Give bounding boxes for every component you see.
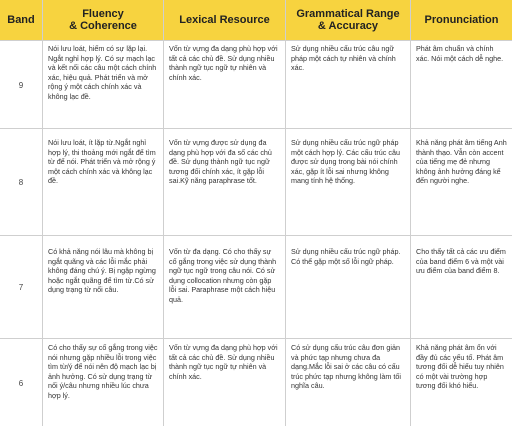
header-pronunciation-label: Pronunciation — [424, 14, 499, 26]
grammar-cell: Sử dụng nhiều cấu trúc câu ngữ pháp một cách tự nhiên và chính xác. — [291, 44, 396, 73]
pronunciation-cell: Khả năng phát âm tiếng Anh thành thạo. Vẫn còn accent của tiếng mẹ đẻ nhưng không ảnh hưởng đáng kể đến người nghe. — [416, 138, 507, 186]
header-band-label: Band — [7, 14, 35, 26]
table-row-band-7 — [0, 235, 512, 338]
header-lexical-label: Lexical Resource — [179, 14, 270, 26]
table-row-band-9 — [0, 40, 512, 128]
pronunciation-cell: Cho thấy tất cả các ưu điểm của band điểm 6 và một vài ưu điểm của band điểm 8. — [416, 247, 506, 276]
lexical-cell: Vốn từ vựng được sử dụng đa dạng phù hợp với đa số các chủ đề. Sử dụng thành ngữ tục ngữ tương đối chính xác, ít gặp lỗi sai.Kỹ năng paraphrase tốt. — [169, 138, 272, 186]
grammar-cell: Có sử dụng cấu trúc câu đơn giản và phức tạp nhưng chưa đa dạng.Mắc lỗi sai ở các câu có cấu trúc phức tạp nhưng không làm tối nghĩa câu. — [291, 343, 401, 391]
pronunciation-cell: Khả năng phát âm ổn với đầy đủ các yếu tố. Phát âm tương đối dễ hiểu tuy nhiên có một vài trường hợp tương đối khó hiểu. — [416, 343, 504, 391]
fluency-cell: Nói lưu loát, hiếm có sự lặp lại. Ngắt nghỉ hợp lý. Có sự mạch lạc và kết nối các câu một cách chính xác, hiệu quả. Phát triển và mở rộng ý một cách chính xác và không lạc đề. — [48, 44, 157, 101]
header-lexical — [164, 0, 285, 40]
header-pronunciation — [411, 0, 512, 40]
fluency-cell: Nói lưu loát, ít lặp từ.Ngắt nghỉ hợp lý, thi thoảng mới ngắt để tìm từ để nói. Phát triển và mở rộng ý một cách chính xác và không lạc đề. — [48, 138, 156, 186]
fluency-cell: Có khả năng nói lâu mà không bị ngắt quãng và các lỗi mắc phải không đáng chú ý. Bị ngập ngừng hoặc ngắt quãng để tìm từ.Có sử dụng trạng từ nối câu. — [48, 247, 156, 295]
fluency-cell: Có cho thấy sự cố gắng trong việc nói nhưng gặp nhiều lỗi trong việc tìm từ/ý để nói nên độ mạch lạc bị ảnh hưởng. Có sử dụng trạng từ nối ý/câu nhưng nhiều lúc chưa hợp lý. — [48, 343, 158, 400]
lexical-cell: Vốn từ vựng đa dạng phù hợp với tất cả các chủ đề. Sử dụng nhiều thành ngữ tục ngữ tự nhiên và chính xác. — [169, 343, 278, 381]
table-row-band-8 — [0, 128, 512, 235]
header-fluency-line1: Fluency — [82, 8, 124, 20]
band-number: 8 — [18, 178, 24, 187]
header-fluency-line2: & Coherence — [69, 20, 137, 32]
lexical-cell: Vốn từ đa dạng. Có cho thấy sự cố gắng trong việc sử dụng thành ngữ tục ngữ trong câu nói. Có sử dụng collocation nhưng còn gặp lỗi sai. Paraphrase một cách hiệu quả. — [169, 247, 277, 304]
header-band — [0, 0, 42, 40]
band-number: 6 — [18, 378, 24, 388]
header-grammar — [286, 0, 410, 40]
lexical-cell: Vốn từ vựng đa dạng phù hợp với tất cả các chủ đề. Sử dụng nhiều thành ngữ tục ngữ tự nhiên và chính xác. — [169, 44, 278, 82]
header-grammar-line1: Grammatical Range — [296, 8, 400, 20]
band-number: 9 — [18, 80, 24, 90]
header-fluency — [43, 0, 163, 40]
pronunciation-cell: Phát âm chuẩn và chính xác. Nói một cách dễ nghe. — [416, 44, 504, 63]
band-number: 7 — [18, 283, 24, 292]
header-grammar-line2: & Accuracy — [317, 20, 379, 32]
grammar-cell: Sử dụng nhiều cấu trúc ngữ pháp. Có thể gặp một số lỗi ngữ pháp. — [291, 247, 401, 266]
grammar-cell: Sử dụng nhiều cấu trúc ngữ pháp một cách hợp lý. Các cấu trúc câu được sử dụng trong bài nói chính xác, gặp ít lỗi sai nhưng không mang tính hệ thống. — [291, 138, 400, 186]
table-row-band-6 — [0, 338, 512, 426]
